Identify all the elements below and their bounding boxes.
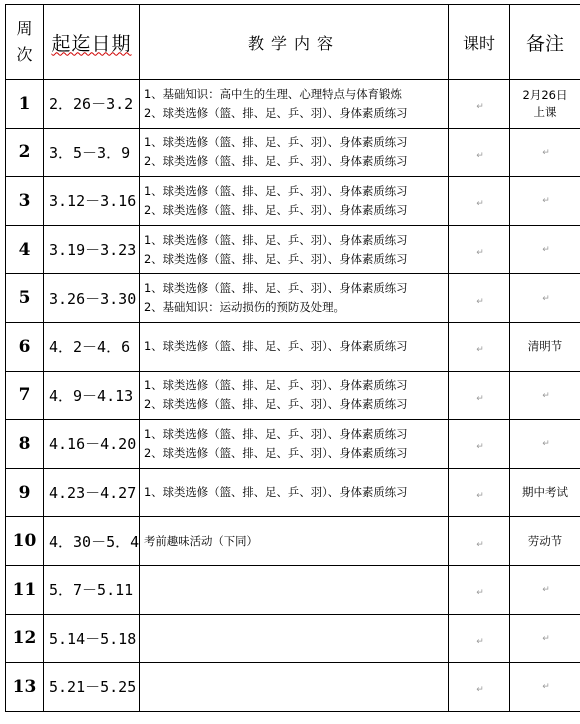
date-cell: [44, 468, 140, 517]
date-cell: [44, 274, 140, 323]
content-line: 1、基础知识：高中生的生理、心理特点与体育锻炼: [144, 86, 402, 101]
header-notes-label: 备注: [525, 32, 564, 55]
week-number: 1: [18, 93, 31, 114]
week-number: 10: [12, 531, 37, 552]
date-range: 5.14－5.18: [49, 629, 137, 648]
date-range: 4．30－5．4: [49, 532, 140, 551]
table-row: [6, 468, 580, 517]
date-range: 2．26－3.2: [49, 95, 134, 114]
paragraph-mark-icon: ↵: [542, 439, 550, 450]
note-line: 上课: [533, 104, 557, 119]
week-number: 7: [18, 385, 31, 406]
content-cell: [140, 663, 449, 712]
hours-cell: [449, 322, 510, 371]
content-cell: [140, 420, 449, 469]
paragraph-mark-icon: ↵: [476, 393, 484, 404]
note-line: 清明节: [527, 339, 563, 354]
hours-cell: [449, 371, 510, 420]
content-line: 2、球类选修（篮、排、足、乒、羽）、身体素质练习: [144, 251, 408, 266]
table-row: [6, 80, 580, 129]
week-cell: [6, 177, 44, 226]
content-cell: [140, 371, 449, 420]
content-line: 1、球类选修（篮、排、足、乒、羽）、身体素质练习: [144, 485, 408, 500]
notes-cell: [510, 468, 580, 517]
header-content-label: 教学内容: [247, 33, 340, 53]
notes-cell: [510, 80, 580, 129]
paragraph-mark-icon: ↵: [476, 685, 484, 696]
table-row: [6, 177, 580, 226]
content-line: 2、球类选修（篮、排、足、乒、羽）、身体素质练习: [144, 105, 408, 120]
content-cell: [140, 322, 449, 371]
week-cell: [6, 371, 44, 420]
week-number: 9: [18, 482, 31, 503]
content-line: 2、基础知识：运动损伤的预防及处理。: [144, 300, 345, 315]
date-cell: [44, 177, 140, 226]
content-cell: [140, 517, 449, 566]
week-number: 5: [18, 288, 31, 309]
paragraph-mark-icon: ↵: [476, 588, 484, 599]
hours-cell: [449, 225, 510, 274]
paragraph-mark-icon: ↵: [542, 196, 550, 207]
header-date-range: [44, 5, 140, 80]
week-cell: [6, 420, 44, 469]
hours-cell: [449, 177, 510, 226]
content-line: 考前趣味活动（下同）: [144, 533, 258, 548]
week-cell: [6, 565, 44, 614]
paragraph-mark-icon: ↵: [476, 539, 484, 550]
notes-cell: [510, 274, 580, 323]
week-number: 4: [18, 239, 31, 260]
hours-cell: [449, 420, 510, 469]
paragraph-mark-icon: ↵: [476, 491, 484, 502]
content-line: 2、球类选修（篮、排、足、乒、羽）、身体素质练习: [144, 397, 408, 412]
week-cell: [6, 663, 44, 712]
date-cell: [44, 420, 140, 469]
paragraph-mark-icon: ↵: [476, 345, 484, 356]
content-line: 2、球类选修（篮、排、足、乒、羽）、身体素质练习: [144, 202, 408, 217]
notes-cell: [510, 565, 580, 614]
date-cell: [44, 322, 140, 371]
header-week-bottom: 次: [16, 45, 33, 64]
content-line: 1、球类选修（篮、排、足、乒、羽）、身体素质练习: [144, 232, 408, 247]
paragraph-mark-icon: ↵: [476, 442, 484, 453]
content-cell: [140, 128, 449, 177]
week-number: 8: [18, 433, 31, 454]
date-cell: [44, 225, 140, 274]
header-hours-label: 课时: [462, 33, 495, 53]
content-cell: [140, 614, 449, 663]
table-row: [6, 420, 580, 469]
week-number: 6: [18, 336, 31, 357]
notes-cell: [510, 614, 580, 663]
date-range: 3.12－3.16: [49, 192, 137, 211]
paragraph-mark-icon: ↵: [542, 147, 550, 158]
notes-cell: [510, 420, 580, 469]
notes-cell: [510, 371, 580, 420]
week-number: 12: [12, 628, 37, 649]
hours-cell: [449, 128, 510, 177]
content-line: 1、球类选修（篮、排、足、乒、羽）、身体素质练习: [144, 378, 408, 393]
paragraph-mark-icon: ↵: [542, 245, 550, 256]
table-row: [6, 517, 580, 566]
header-date-range-label: 起迄日期: [51, 32, 132, 55]
week-number: 3: [18, 190, 31, 211]
table-row: [6, 371, 580, 420]
week-cell: [6, 614, 44, 663]
paragraph-mark-icon: ↵: [542, 585, 550, 596]
hours-cell: [449, 565, 510, 614]
content-line: 1、球类选修（篮、排、足、乒、羽）、身体素质练习: [144, 426, 408, 441]
content-line: 1、球类选修（篮、排、足、乒、羽）、身体素质练习: [144, 339, 408, 354]
week-number: 13: [12, 676, 37, 697]
table-row: [6, 322, 580, 371]
content-line: 2、球类选修（篮、排、足、乒、羽）、身体素质练习: [144, 154, 408, 169]
header-week-top: 周: [16, 19, 33, 38]
table-row: [6, 614, 580, 663]
paragraph-mark-icon: ↵: [476, 102, 484, 113]
schedule-table: [5, 4, 580, 712]
content-line: 1、球类选修（篮、排、足、乒、羽）、身体素质练习: [144, 281, 408, 296]
week-cell: [6, 517, 44, 566]
header-content: [140, 5, 449, 80]
content-line: 2、球类选修（篮、排、足、乒、羽）、身体素质练习: [144, 445, 408, 460]
date-cell: [44, 614, 140, 663]
date-range: 3．5－3．9: [49, 143, 131, 162]
date-range: 4.23－4.27: [49, 484, 137, 503]
hours-cell: [449, 517, 510, 566]
hours-cell: [449, 663, 510, 712]
notes-cell: [510, 517, 580, 566]
content-cell: [140, 565, 449, 614]
date-cell: [44, 128, 140, 177]
date-cell: [44, 663, 140, 712]
hours-cell: [449, 80, 510, 129]
week-cell: [6, 322, 44, 371]
paragraph-mark-icon: ↵: [542, 293, 550, 304]
paragraph-mark-icon: ↵: [542, 682, 550, 693]
paragraph-mark-icon: ↵: [476, 248, 484, 259]
content-cell: [140, 468, 449, 517]
week-cell: [6, 274, 44, 323]
date-range: 4．9－4.13: [49, 386, 134, 405]
header-notes: [510, 5, 580, 80]
paragraph-mark-icon: ↵: [476, 150, 484, 161]
content-cell: [140, 274, 449, 323]
week-number: 11: [12, 579, 37, 600]
date-range: 5.21－5.25: [49, 678, 137, 697]
content-cell: [140, 225, 449, 274]
week-cell: [6, 468, 44, 517]
date-range: 5．7－5.11: [49, 581, 134, 600]
note-line: 2月26日: [522, 87, 568, 102]
header-week: [6, 5, 44, 80]
notes-cell: [510, 128, 580, 177]
notes-cell: [510, 177, 580, 226]
week-number: 2: [18, 142, 31, 163]
note-line: 劳动节: [527, 533, 563, 548]
date-cell: [44, 80, 140, 129]
notes-cell: [510, 322, 580, 371]
paragraph-mark-icon: ↵: [476, 199, 484, 210]
date-range: 3.19－3.23: [49, 241, 137, 260]
table-row: [6, 274, 580, 323]
paragraph-mark-icon: ↵: [542, 633, 550, 644]
schedule-body: [6, 80, 580, 712]
date-range: 4.16－4.20: [49, 435, 137, 454]
paragraph-mark-icon: ↵: [476, 636, 484, 647]
notes-cell: [510, 225, 580, 274]
hours-cell: [449, 614, 510, 663]
week-cell: [6, 80, 44, 129]
date-cell: [44, 517, 140, 566]
header-hours: [449, 5, 510, 80]
paragraph-mark-icon: ↵: [476, 296, 484, 307]
content-cell: [140, 177, 449, 226]
date-cell: [44, 371, 140, 420]
hours-cell: [449, 274, 510, 323]
paragraph-mark-icon: ↵: [542, 390, 550, 401]
table-row: [6, 663, 580, 712]
note-line: 期中考试: [522, 485, 568, 500]
date-range: 3.26－3.30: [49, 289, 137, 308]
date-cell: [44, 565, 140, 614]
week-cell: [6, 128, 44, 177]
week-cell: [6, 225, 44, 274]
table-row: [6, 565, 580, 614]
hours-cell: [449, 468, 510, 517]
content-line: 1、球类选修（篮、排、足、乒、羽）、身体素质练习: [144, 183, 408, 198]
table-row: [6, 225, 580, 274]
date-range: 4．2－4．6: [49, 338, 131, 357]
notes-cell: [510, 663, 580, 712]
content-line: 1、球类选修（篮、排、足、乒、羽）、身体素质练习: [144, 135, 408, 150]
content-cell: [140, 80, 449, 129]
table-row: [6, 128, 580, 177]
header-row: [6, 5, 580, 80]
